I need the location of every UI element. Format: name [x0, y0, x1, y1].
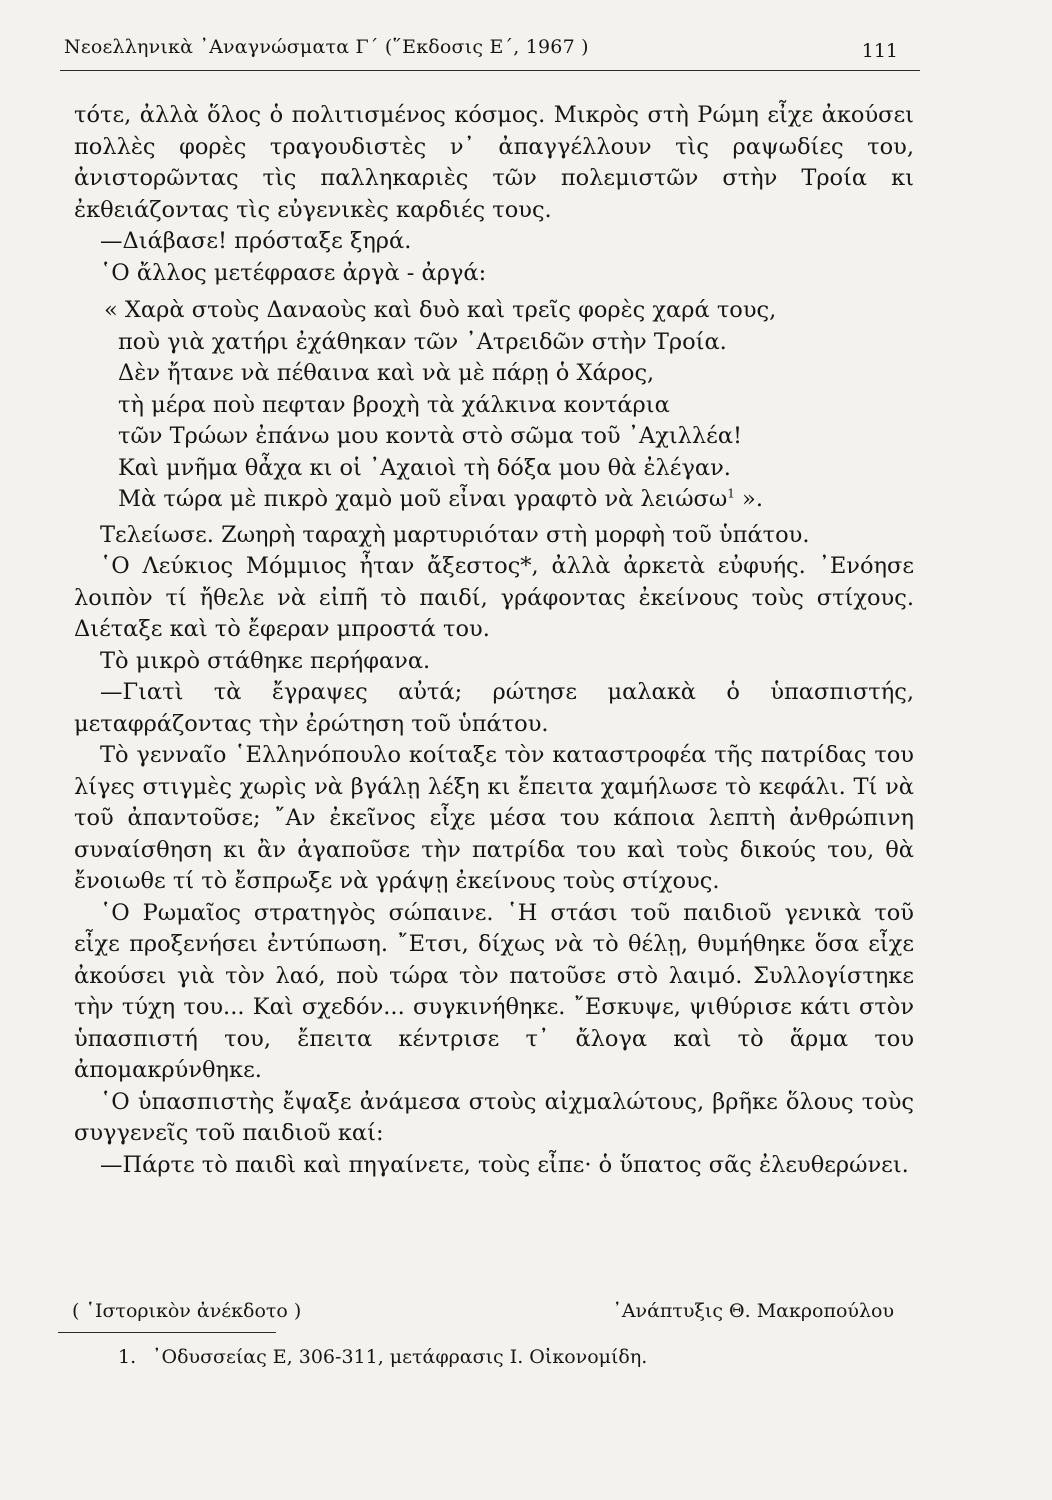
paragraph: —Πάρτε τὸ παιδὶ καὶ πηγαίνετε, τοὺς εἶπε· ὁ ὕπατος σᾶς ἐλευθερώνει. [100, 1151, 909, 1178]
verse-line: « Χαρὰ στοὺς Δαναοὺς καὶ δυὸ καὶ τρεῖς φορὲς χαρά τους, [104, 297, 777, 323]
closing-attribution [72, 1298, 894, 1332]
paragraph: ῾Ο Λεύκιος Μόμμιος ἦταν ἄξεστος*, ἀλλὰ ἀρκετὰ εὐφυής. ᾿Ενόησε λοιπὸν τί ἤθελε νὰ εἰπῆ τὸ παιδί, γράφοντας ἐκείνους τοὺς στίχους. Διέταξε καὶ τὸ ἔφεραν μπροστά του. [74, 553, 914, 642]
verse-quotation [104, 295, 914, 516]
paragraph: ῾Ο Ρωμαῖος στρατηγὸς σώπαινε. ῾Η στάσι τοῦ παιδιοῦ γενικὰ τοῦ εἶχε προξενήσει ἐντύπωση. ῎Ετσι, δίχως νὰ τὸ θέλῃ, θυμήθηκε ὅσα εἶχε ἀκούσει γιὰ τὸν λαό, ποὺ τώρα τὸν πατοῦσε στὸ λαιμό. Συλλογίστηκε τὴν τύχη του... Καὶ σχεδόν... συγκινήθηκε. ῎Εσκυψε, ψιθύρισε κάτι στὸν ὑπασπιστή του, ἔπειτα κέντρισε τ᾿ ἄλογα καὶ τὸ ἅρμα του ἀπομακρύνθηκε. [74, 899, 914, 1083]
paragraph: —Διάβασε! πρόσταξε ξηρά. [100, 228, 412, 254]
verse-line: τὴ μέρα ποὺ πεφταν βροχὴ τὰ χάλκινα κοντάρια [118, 391, 670, 418]
paragraph: Τὸ μικρὸ στάθηκε περήφανα. [100, 647, 431, 674]
paragraph: τότε, ἀλλὰ ὅλος ὁ πολιτισμένος κόσμος. Μικρὸς στὴ Ρώμη εἶχε ἀκούσει πολλὲς φορὲς τραγουδιστὲς ν᾿ ἀπαγγέλλουν τὶς ραψωδίες του, ἀνιστορῶντας τὶς παλληκαριὲς τῶν πολεμιστῶν στὴν Τροία κι ἐκθειάζοντας τὶς εὐγενικὲς καρδιές τους. [74, 102, 914, 223]
author-credit: ᾿Ανάπτυξις Θ. Μακροπούλου [612, 1300, 894, 1322]
footnote-rule [58, 1332, 276, 1333]
footnote [118, 1346, 647, 1368]
body-text [74, 100, 914, 1181]
verse-line: ποὺ γιὰ χατήρι ἐχάθηκαν τῶν ᾿Ατρειδῶν στὴν Τροία. [118, 328, 727, 355]
paragraph: ῾Ο ὑπασπιστὴς ἔψαξε ἀνάμεσα στοὺς αἰχμαλώτους, βρῆκε ὅλους τοὺς συγγενεῖς τοῦ παιδιοῦ καί: [74, 1088, 914, 1146]
footnote-number: 1. [118, 1346, 137, 1368]
source-note: ( ῾Ιστορικὸν ἀνέκδοτο ) [72, 1300, 302, 1322]
header-title: Νεοελληνικὰ ᾿Αναγνώσματα Γ΄ (῞Εκδοσις Ε΄, 1967 ) [64, 36, 589, 58]
paragraph: Τὸ γενναῖο ῾Ελληνόπουλο κοίταξε τὸν καταστροφέα τῆς πατρίδας του λίγες στιγμὲς χωρὶς νὰ βγάλῃ λέξη κι ἔπειτα χαμήλωσε τὸ κεφάλι. Τί νὰ τοῦ ἀπαντοῦσε; ῎Αν ἐκεῖνος εἶχε μέσα του κάποια λεπτὴ ἀνθρώπινη συναίσθηση κι ἂν ἀγαποῦσε τὴν πατρίδα του καὶ τοὺς δικούς του, θὰ ἔνοιωθε τί τὸ ἔσπρωξε νὰ γράψῃ ἐκείνους τοὺς στίχους. [74, 742, 914, 894]
verse-close-quote: ». [734, 486, 763, 512]
page-number: 111 [861, 40, 898, 62]
verse-line: Καὶ μνῆμα θἆχα κι οἱ ᾿Αχαιοὶ τὴ δόξα μου θὰ ἐλέγαν. [118, 454, 731, 481]
verse-line-text: Μὰ τώρα μὲ πικρὸ χαμὸ μοῦ εἶναι γραφτὸ νὰ λειώσω [118, 486, 728, 512]
verse-line: τῶν Τρώων ἐπάνω μου κοντὰ στὸ σῶμα τοῦ ᾿Αχιλλέα! [118, 423, 743, 449]
footnote-marker: 1 [727, 486, 735, 501]
footnote-text: ᾿Οδυσσείας Ε, 306-311, μετάφρασις Ι. Οἰκονομίδη. [152, 1346, 648, 1368]
paragraph: ῾Ο ἄλλος μετέφρασε ἀργὰ - ἀργά: [100, 259, 487, 286]
verse-line: Δὲν ἤτανε νὰ πέθαινα καὶ νὰ μὲ πάρῃ ὁ Χάρος, [118, 360, 655, 386]
paragraph: —Γιατὶ τὰ ἔγραψες αὐτά; ρώτησε μαλακὰ ὁ ὑπασπιστής, μεταφράζοντας τὴν ἐρώτηση τοῦ ὑπάτου. [74, 679, 914, 737]
verse-line-last [118, 484, 914, 516]
running-header [60, 22, 920, 71]
paragraph: Τελείωσε. Ζωηρὴ ταραχὴ μαρτυριόταν στὴ μορφὴ τοῦ ὑπάτου. [100, 521, 810, 548]
